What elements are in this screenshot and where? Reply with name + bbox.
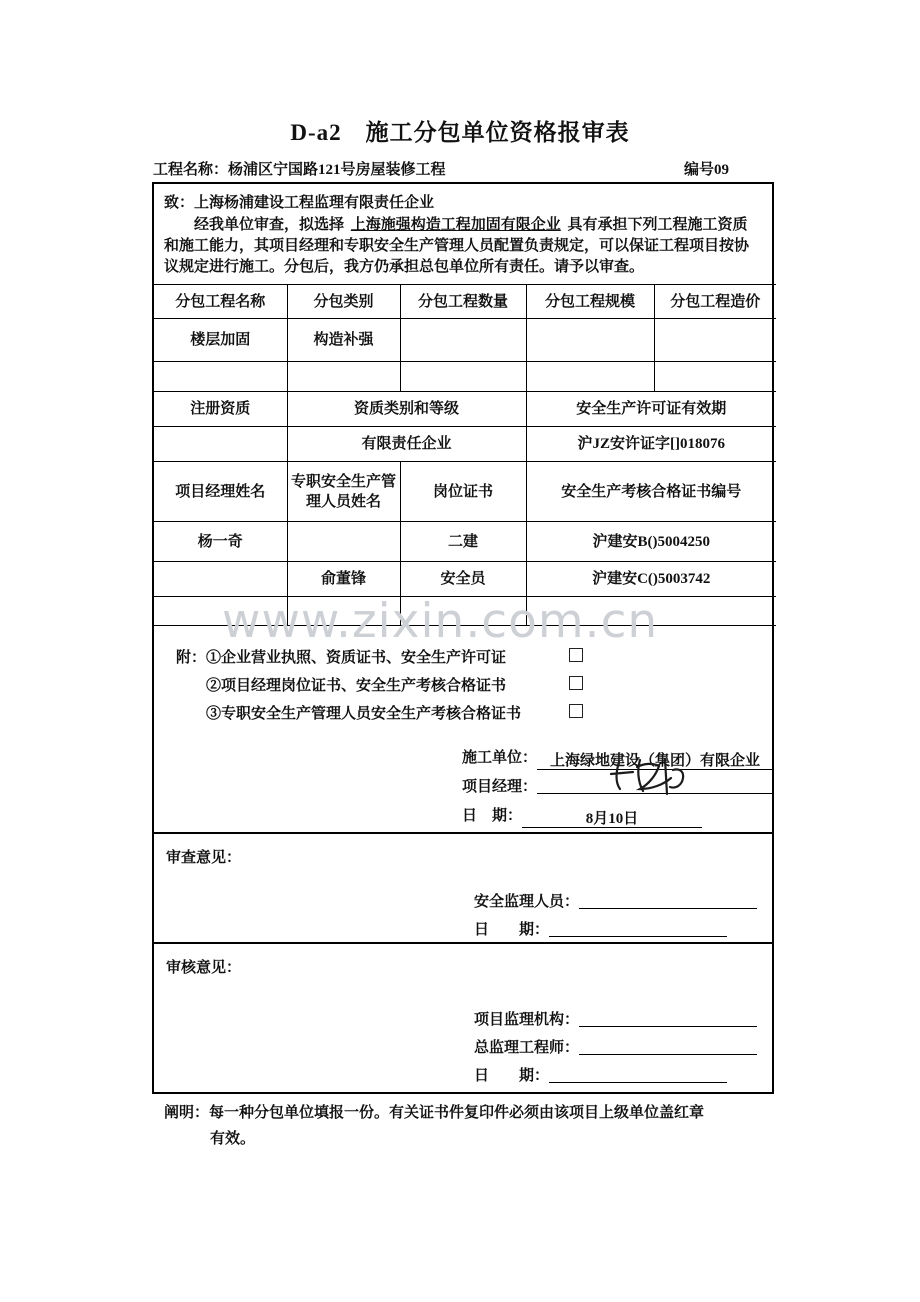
audit-date-value-line — [549, 1065, 727, 1083]
project-name-value: 杨浦区宁国路121号房屋装修工程 — [228, 162, 446, 178]
supervision-org-line — [474, 1008, 757, 1029]
empty-cell — [526, 597, 776, 626]
subcontract-grid — [154, 284, 776, 626]
project-name-label: 工程名称： — [153, 162, 229, 178]
empty-cell — [154, 427, 287, 462]
qualification-type-label: 资质类别和等级 — [287, 392, 526, 427]
pm-name-value: 杨一奇 — [154, 522, 287, 562]
construction-unit-value: 上海绿地建设（集团）有限企业 — [537, 752, 773, 770]
chief-engineer-line — [474, 1036, 757, 1057]
footer-note-line2: 有效。 — [210, 1131, 256, 1147]
pm-safety-cert-no-value: 沪建安B()5004250 — [526, 522, 776, 562]
review-date-value-line — [549, 919, 727, 937]
grid-header-subcontract-scale: 分包工程规模 — [526, 285, 654, 319]
safety-license-label: 安全生产许可证有效期 — [526, 392, 776, 427]
review-title: 审查意见： — [166, 850, 242, 866]
doc-number: 编号09 — [683, 162, 729, 178]
pm-post-cert-value: 二建 — [400, 522, 526, 562]
empty-cell — [400, 319, 526, 362]
grid-header-subcontract-name: 分包工程名称 — [154, 285, 287, 319]
audit-section — [154, 942, 772, 1092]
project-name — [153, 158, 446, 179]
form-body — [152, 182, 774, 1094]
grid-header-subcontract-qty: 分包工程数量 — [400, 285, 526, 319]
attachments-section — [154, 626, 772, 832]
empty-cell — [654, 319, 776, 362]
safety-supervisor-signature-line — [579, 891, 757, 909]
header-row — [153, 158, 773, 179]
safety-officer-name-label: 专职安全生产管理人员姓名 — [287, 462, 400, 522]
attachment-item-2: ②项目经理岗位证书、安全生产考核合格证书 — [206, 678, 507, 694]
safety-supervisor-label: 安全监理人员： — [474, 894, 580, 910]
safety-license-value: 沪JZ安许证字[]018076 — [526, 427, 776, 462]
form-title: D-a2 施工分包单位资格报审表 — [290, 120, 630, 145]
review-section — [154, 832, 772, 942]
audit-date-label: 日 期： — [474, 1068, 550, 1084]
attachment-checkbox-1[interactable] — [569, 648, 583, 662]
subcontract-name-value: 楼层加固 — [154, 319, 287, 362]
audit-title: 审核意见： — [166, 960, 242, 976]
signoff-date-line — [462, 802, 772, 831]
officer-post-value: 安全员 — [400, 562, 526, 597]
empty-cell — [526, 362, 654, 392]
declaration-text-before: 经我单位审查，拟选择 — [194, 217, 345, 233]
footer-note — [164, 1100, 704, 1152]
empty-cell — [154, 562, 287, 597]
audit-date-line — [474, 1064, 727, 1085]
supervision-org-label: 项目监理机构： — [474, 1012, 580, 1028]
empty-cell — [400, 597, 526, 626]
empty-cell — [154, 362, 287, 392]
pm-signature — [607, 754, 689, 800]
post-cert-label: 岗位证书 — [400, 462, 526, 522]
declaration-text-after: 具有承担下列工程施工资质和施工能力，其项目经理和专职安全生产管理人员配置负责规定，可以保证工程项目按协议规定进行施工。分包后，我方仍承担总包单位所有责任。请予以审查。 — [164, 217, 750, 275]
addressee-line: 致：上海杨浦建设工程监理有限责任企业 — [164, 195, 435, 211]
declaration-paragraph — [164, 215, 762, 278]
qualification-type-value: 有限责任企业 — [287, 427, 526, 462]
attachment-checkbox-2[interactable] — [569, 676, 583, 690]
signoff-date-value: 8月10日 — [522, 810, 702, 828]
footer-note-line1: 阐明：每一种分包单位填报一份。有关证书件复印件必须由该项目上级单位盖红章 — [164, 1105, 705, 1121]
empty-cell — [287, 597, 400, 626]
watermark: www.zixin.com.cn — [222, 594, 659, 649]
attachment-item-3: ③专职安全生产管理人员安全生产考核合格证书 — [206, 706, 522, 722]
empty-cell — [400, 362, 526, 392]
chief-engineer-label: 总监理工程师： — [474, 1040, 580, 1056]
subcontractor-company-name: 上海施强构造工程加固有限企业 — [350, 217, 561, 233]
chief-engineer-signature-line — [579, 1037, 757, 1055]
grid-header-subcontract-price: 分包工程造价 — [654, 285, 776, 319]
grid-header-subcontract-type: 分包类别 — [287, 285, 400, 319]
reg-qualification-label: 注册资质 — [154, 392, 287, 427]
safety-cert-no-label: 安全生产考核合格证书编号 — [526, 462, 776, 522]
attachment-item-1: 附：①企业营业执照、资质证书、安全生产许可证 — [176, 650, 507, 666]
pm-name-label: 项目经理姓名 — [154, 462, 287, 522]
signoff-block — [462, 744, 772, 831]
project-manager-label: 项目经理： — [462, 779, 538, 795]
empty-cell — [287, 362, 400, 392]
empty-cell — [287, 522, 400, 562]
safety-officer-name-value: 俞董锋 — [287, 562, 400, 597]
attachment-checkbox-3[interactable] — [569, 704, 583, 718]
safety-supervisor-line — [474, 890, 757, 911]
subcontract-type-value: 构造补强 — [287, 319, 400, 362]
empty-cell — [154, 597, 287, 626]
review-date-label: 日 期： — [474, 922, 550, 938]
empty-cell — [526, 319, 654, 362]
signoff-date-label: 日 期： — [462, 808, 523, 824]
review-date-line — [474, 918, 727, 939]
empty-cell — [654, 362, 776, 392]
supervision-org-signature-line — [579, 1009, 757, 1027]
officer-safety-cert-no-value: 沪建安C()5003742 — [526, 562, 776, 597]
intro-section — [154, 184, 772, 284]
construction-unit-label: 施工单位： — [462, 750, 538, 766]
